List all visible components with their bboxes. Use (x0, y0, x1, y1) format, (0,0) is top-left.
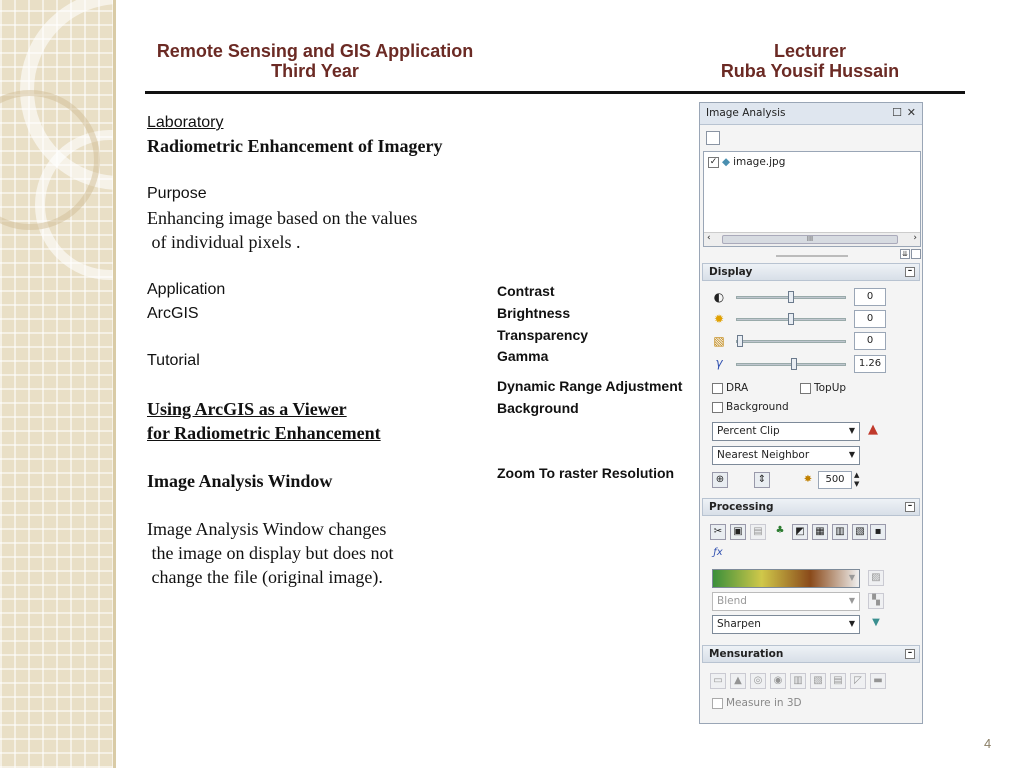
gamma-value[interactable]: 1.26 (854, 355, 886, 373)
scrollbar-thumb[interactable]: III (722, 235, 898, 244)
close-icon[interactable]: ✕ (906, 106, 916, 119)
zoom-stepper-icon[interactable]: ▲ ▼ (854, 471, 860, 488)
contrast-value[interactable]: 0 (854, 288, 886, 306)
background-label: Background (726, 401, 789, 413)
layer-list (703, 151, 921, 247)
chevron-down-icon: ▼ (848, 450, 855, 459)
dra-label: DRA (726, 382, 749, 394)
scroll-left-icon[interactable]: ‹ (707, 233, 711, 243)
collapse-display-icon[interactable]: – (905, 267, 915, 277)
zoom-value[interactable]: 500 (818, 471, 852, 489)
stretch-type-select[interactable] (712, 422, 860, 441)
color-ramp-select[interactable] (712, 569, 860, 588)
brightness-slider[interactable] (736, 318, 846, 321)
measure-shadow-icon[interactable]: ◸ (850, 673, 866, 689)
contrast-slider[interactable] (736, 296, 846, 299)
pansharpen-icon[interactable]: ▥ (832, 524, 848, 540)
gamma-slider-thumb[interactable] (791, 358, 797, 370)
measure-point-icon[interactable]: ◉ (770, 673, 786, 689)
application-heading: Application (147, 281, 226, 298)
background-option[interactable] (712, 401, 789, 413)
label-zoom: Zoom To raster Resolution (497, 465, 675, 481)
chevron-down-icon: ▼ (848, 596, 855, 605)
header-course (135, 41, 495, 81)
contrast-icon: ◐ (713, 290, 725, 304)
topup-checkbox[interactable] (800, 383, 811, 394)
tutorial-link-2[interactable]: for Radiometric Enhancement (147, 423, 381, 443)
topup-label: TopUp (814, 382, 847, 394)
chevron-down-icon: ▼ (848, 426, 855, 435)
mask-icon[interactable]: ▣ (730, 524, 746, 540)
zoom-to-resolution-icon[interactable]: ⊕ (712, 472, 728, 488)
layer-name: image.jpg (733, 156, 786, 168)
transparency-slider-thumb[interactable] (737, 335, 743, 347)
collapse-list-icon[interactable]: ⇊ (900, 249, 910, 259)
window-line-2: the image on display but does not (147, 543, 394, 563)
window-heading: Image Analysis Window (147, 471, 333, 491)
laboratory-title: Radiometric Enhancement of Imagery (147, 136, 443, 156)
dra-option[interactable] (712, 382, 748, 394)
label-dra: Dynamic Range Adjustment (497, 378, 683, 394)
orthorectify-icon[interactable]: ▦ (812, 524, 828, 540)
layer-list-scrollbar[interactable] (704, 232, 920, 246)
measure-centroid-icon[interactable]: ▥ (790, 673, 806, 689)
panel-title: Image Analysis (706, 107, 786, 119)
function-icon[interactable]: ƒx (713, 547, 723, 558)
measure-angle-icon[interactable]: ▧ (810, 673, 826, 689)
tutorial-link-1[interactable]: Using ArcGIS as a Viewer (147, 399, 347, 419)
sharpen-value: Sharpen (717, 618, 761, 630)
measure-distance-icon[interactable]: ▭ (710, 673, 726, 689)
layer-swipe-icon[interactable]: ⇕ (754, 472, 770, 488)
resampling-select[interactable] (712, 446, 860, 465)
page-number: 4 (984, 736, 992, 751)
measure-3d-label: Measure in 3D (726, 697, 802, 709)
background-checkbox[interactable] (712, 402, 723, 413)
label-contrast: Contrast (497, 283, 555, 299)
transparency-icon: ▧ (713, 334, 725, 348)
layer-visible-checkbox[interactable]: ✓ (709, 156, 718, 167)
chevron-down-icon: ▼ (848, 573, 855, 582)
course-title: Remote Sensing and GIS Application (156, 41, 474, 61)
lecturer-label: Lecturer (773, 41, 847, 61)
measure-3d-option[interactable] (712, 697, 802, 709)
purpose-heading: Purpose (147, 185, 207, 202)
gamma-slider[interactable] (736, 363, 846, 366)
blend-apply-icon[interactable]: ▚ (868, 593, 884, 609)
topup-option[interactable] (800, 382, 846, 394)
pan-refresh-icon[interactable]: ✸ (803, 474, 813, 485)
header-divider (145, 91, 965, 94)
brightness-slider-thumb[interactable] (788, 313, 794, 325)
clip-icon[interactable]: ✂ (710, 524, 726, 540)
measure-3d-checkbox[interactable] (712, 698, 723, 709)
transparency-slider[interactable] (736, 340, 846, 343)
gamma-icon: γ (715, 356, 723, 370)
lecturer-name: Ruba Yousif Hussain (720, 61, 900, 81)
processing-header-label: Processing (709, 501, 774, 513)
transparency-value[interactable]: 0 (854, 332, 886, 350)
tutorial-heading: Tutorial (147, 352, 200, 369)
purpose-line-1: Enhancing image based on the values (147, 208, 418, 228)
layer-row[interactable] (708, 156, 785, 168)
purpose-line-2: of individual pixels . (147, 232, 301, 252)
blend-select[interactable] (712, 592, 860, 611)
collapse-mensuration-icon[interactable]: – (905, 649, 915, 659)
histogram-icon[interactable]: ▲ (868, 422, 878, 437)
label-transparency: Transparency (497, 327, 589, 343)
ndvi-icon[interactable]: ♣ (775, 525, 785, 536)
blend-value: Blend (717, 595, 747, 607)
course-year: Third Year (271, 61, 359, 81)
image-analysis-window (699, 102, 923, 724)
brightness-icon: ✹ (713, 312, 725, 326)
sharpen-select[interactable] (712, 615, 860, 634)
display-section-header[interactable] (702, 263, 920, 281)
brightness-value[interactable]: 0 (854, 310, 886, 328)
maximize-icon[interactable]: ☐ (892, 106, 902, 119)
colormap-icon[interactable]: ▨ (868, 570, 884, 586)
laboratory-heading: Laboratory (147, 114, 224, 131)
contrast-slider-thumb[interactable] (788, 291, 794, 303)
chevron-down-icon: ▼ (848, 619, 855, 628)
measure-perimeter-icon[interactable]: ▤ (830, 673, 846, 689)
resampling-value: Nearest Neighbor (717, 449, 810, 461)
window-line-3: change the file (original image). (147, 567, 383, 587)
stretch-type-value: Percent Clip (717, 425, 780, 437)
panel-titlebar (700, 103, 922, 125)
processing-section-header[interactable] (702, 498, 920, 516)
save-icon[interactable]: ▪ (870, 524, 886, 540)
raster-layer-icon: ◆ (722, 156, 731, 168)
layer-options-icon[interactable] (706, 131, 720, 145)
display-header-label: Display (709, 266, 753, 278)
header-lecturer (700, 41, 920, 81)
measure-area-icon[interactable]: ◎ (750, 673, 766, 689)
label-background: Background (497, 400, 579, 416)
window-line-1: Image Analysis Window changes (147, 519, 387, 539)
shaded-relief-icon[interactable]: ◩ (792, 524, 808, 540)
collapse-processing-icon[interactable]: – (905, 502, 915, 512)
dra-checkbox[interactable] (712, 383, 723, 394)
measure-height-icon[interactable]: ▲ (730, 673, 746, 689)
filter-icon[interactable]: ▼ (872, 617, 880, 628)
decorative-side-strip (0, 0, 113, 768)
scroll-right-icon[interactable]: › (913, 233, 917, 243)
measure-units-icon[interactable]: ▬ (870, 673, 886, 689)
application-value: ArcGIS (147, 305, 199, 322)
splitter-handle[interactable] (776, 255, 848, 257)
label-gamma: Gamma (497, 348, 549, 364)
mensuration-section-header[interactable] (702, 645, 920, 663)
split-view-icon[interactable] (911, 249, 921, 259)
reproject-icon[interactable]: ▧ (852, 524, 868, 540)
side-strip-edge (113, 0, 116, 768)
label-brightness: Brightness (497, 305, 571, 321)
mosaic-icon[interactable]: ▤ (750, 524, 766, 540)
mensuration-header-label: Mensuration (709, 648, 784, 660)
